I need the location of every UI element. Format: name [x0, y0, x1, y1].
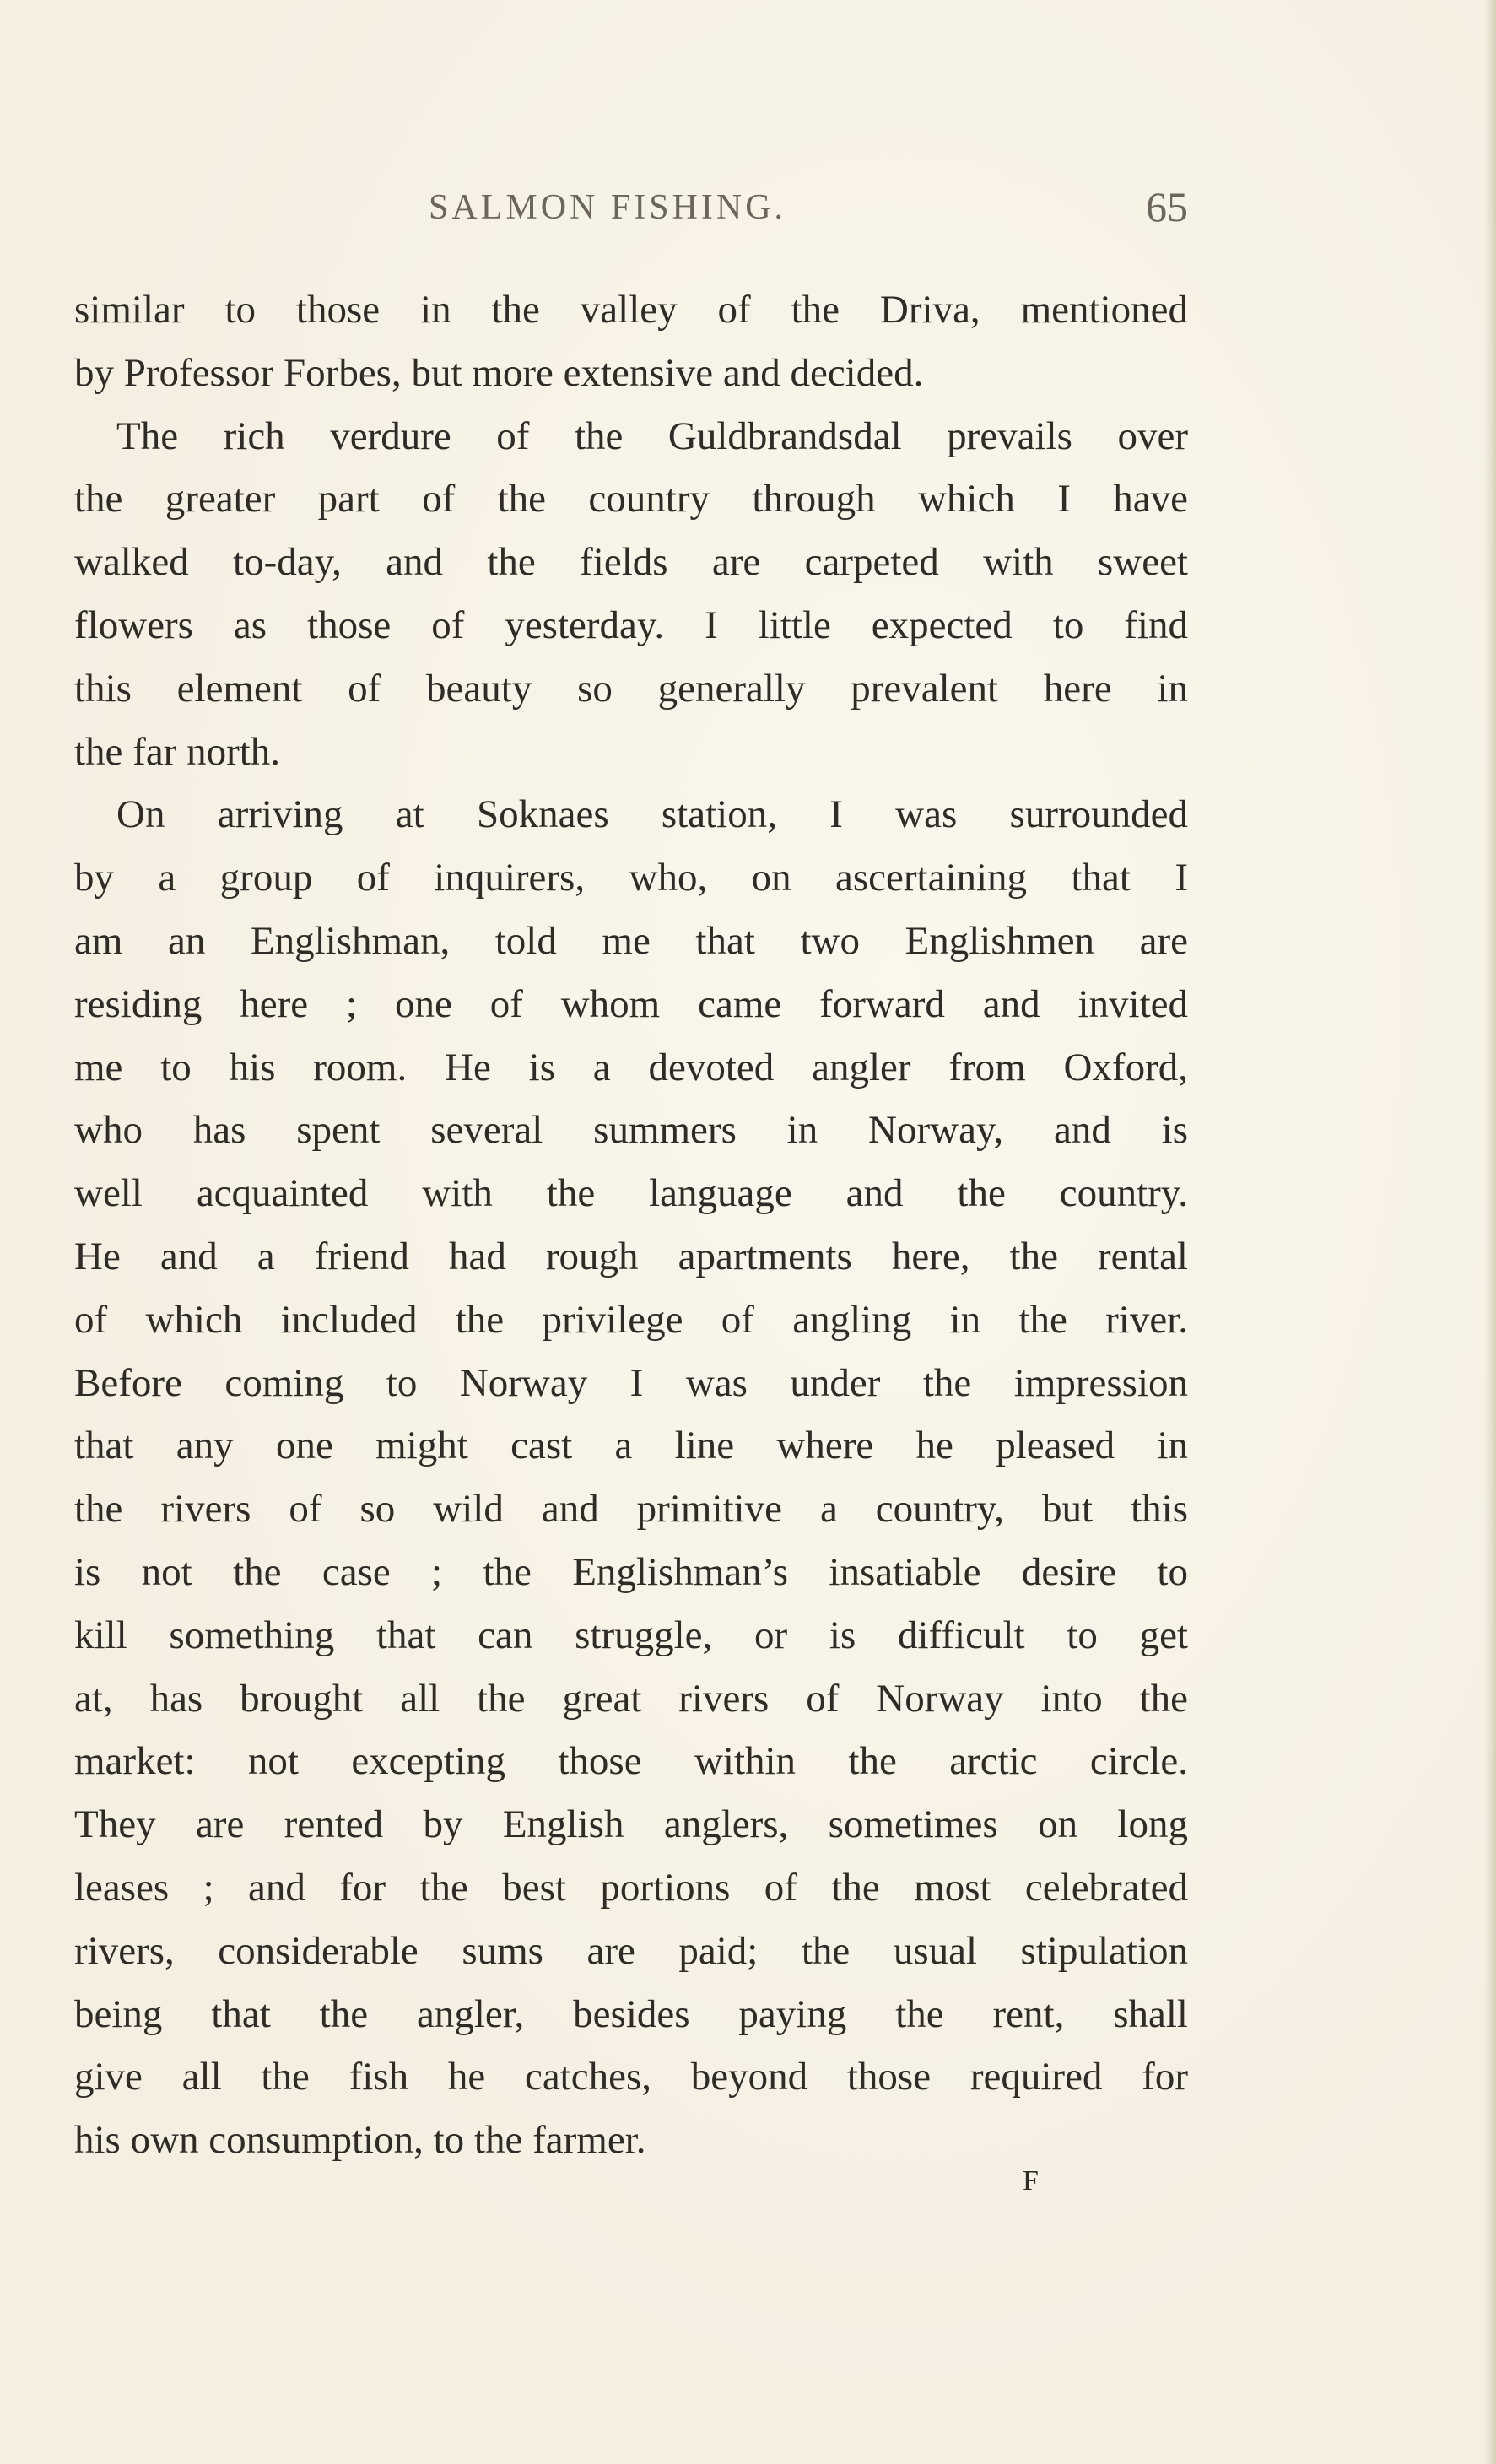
text-line: me to his room. He is a devoted angler from Oxford, — [74, 1045, 1188, 1089]
text-line: the far north. — [74, 729, 281, 774]
text-line: kill something that can struggle, or is difficult to get — [74, 1613, 1188, 1657]
text-line: who has spent several summers in Norway, and is — [74, 1108, 1188, 1153]
text-line: They are rented by English anglers, sometimes on long — [74, 1802, 1188, 1847]
text-line: leases ; and for the best portions of the most celebrated — [74, 1865, 1188, 1910]
text-line: residing here ; one of whom came forward and invited — [74, 981, 1188, 1026]
text-line: am an Englishman, told me that two Englishmen are — [74, 918, 1188, 963]
text-line: being that the angler, besides paying the rent, shall — [74, 1991, 1188, 2036]
text-line: On arriving at Soknaes station, I was surrounded — [116, 792, 1188, 837]
text-line: well acquainted with the language and the country. — [74, 1171, 1188, 1216]
text-line: the greater part of the country through which I have — [74, 477, 1188, 521]
text-line: by a group of inquirers, who, on ascertaining that I — [74, 856, 1188, 900]
text-line: by Professor Forbes, but more extensive and decided. — [74, 350, 924, 395]
page-edge — [1484, 0, 1496, 2464]
text-line: give all the fish he catches, beyond those required for — [74, 2055, 1188, 2099]
text-line: Before coming to Norway I was under the impression — [74, 1360, 1188, 1405]
page-number: 65 — [1146, 183, 1188, 230]
text-line: market: not excepting those within the arctic circle. — [74, 1739, 1188, 1784]
text-line: of which included the privilege of angling in the river. — [74, 1297, 1188, 1342]
text-line: the rivers of so wild and primitive a country, but this — [74, 1487, 1188, 1532]
text-line: flowers as those of yesterday. I little expected to find — [74, 602, 1188, 647]
signature-mark: F — [1023, 2165, 1039, 2197]
text-line: his own consumption, to the farmer. — [74, 2118, 646, 2163]
text-line: at, has brought all the great rivers of Norway into the — [74, 1676, 1188, 1721]
text-line: similar to those in the valley of the Driva, mentioned — [74, 288, 1188, 332]
text-line: He and a friend had rough apartments here, the rental — [74, 1234, 1188, 1278]
text-line: The rich verdure of the Guldbrandsdal prevails over — [116, 413, 1188, 458]
running-head: SALMON FISHING. — [429, 188, 787, 227]
body-text — [74, 278, 1188, 2172]
text-line: this element of beauty so generally prevalent here in — [74, 666, 1188, 711]
text-line: rivers, considerable sums are paid; the usual stipulation — [74, 1928, 1188, 1973]
text-line: is not the case ; the Englishman’s insatiable desire to — [74, 1549, 1188, 1594]
text-line: walked to-day, and the fields are carpeted with sweet — [74, 540, 1188, 585]
text-line: that any one might cast a line where he pleased in — [74, 1424, 1188, 1468]
page-header — [74, 183, 1188, 238]
